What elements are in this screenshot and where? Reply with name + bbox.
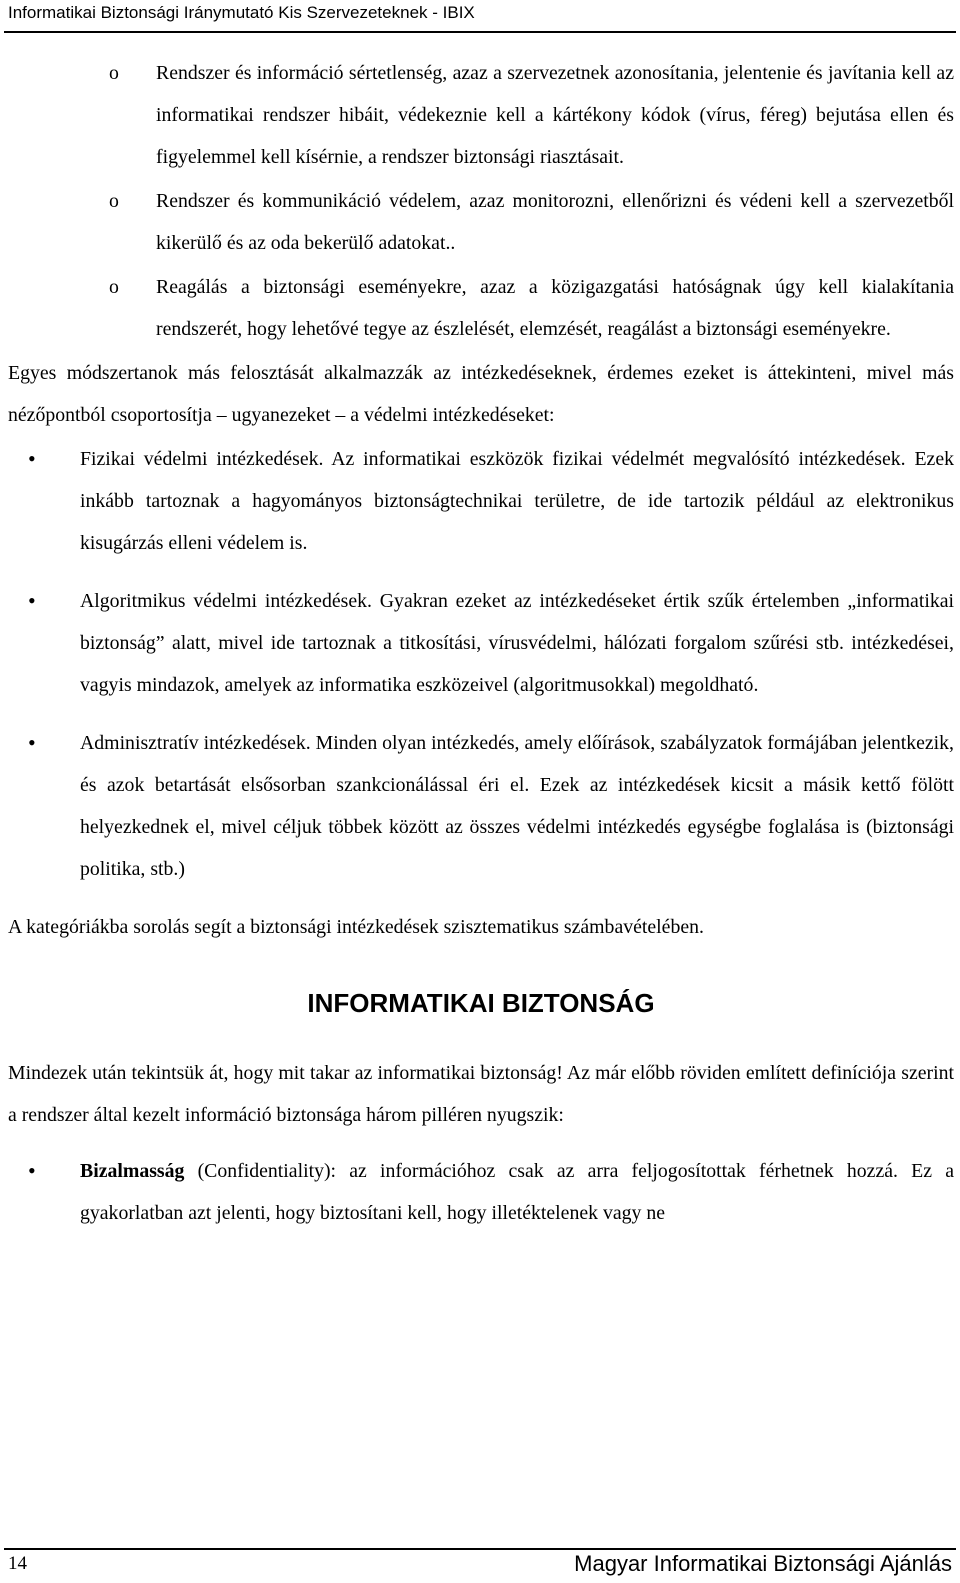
list-item xyxy=(8,580,954,706)
running-footer xyxy=(8,1551,952,1581)
list-item-text: Reagálás a biztonsági eseményekre, azaz a közigazgatási hatóságnak úgy kell kialakítania rendszerét, hogy lehetővé tegye az észlelését, elemzését, reagálást a biztonsági eseményekre. xyxy=(156,276,954,340)
list-item-text: Rendszer és kommunikáció védelem, azaz monitorozni, ellenőrizni és védeni kell a szervezetből kikerülő és az oda bekerülő adatokat.. xyxy=(156,190,954,254)
section-heading: INFORMATIKAI BIZTONSÁG xyxy=(307,988,655,1018)
list-item xyxy=(8,438,954,564)
bullet-icon: • xyxy=(28,730,36,755)
measures-list xyxy=(8,438,954,890)
list-item xyxy=(8,52,954,178)
bullet-icon: • xyxy=(28,588,36,613)
list-item xyxy=(8,1150,954,1234)
footer-divider xyxy=(4,1548,956,1550)
header-divider xyxy=(4,31,956,33)
list-item-text: Rendszer és információ sértetlenség, azaz a szervezetnek azonosítania, jelentenie és javítania kell az informatikai rendszer hibáit, védekeznie kell a kártékony kódok (vírus, féreg) bejutása ellen és figyelemmel kell kísérnie, a rendszer biztonsági riasztásait. xyxy=(156,62,954,168)
list-marker: o xyxy=(109,190,119,212)
bullet-icon: • xyxy=(28,1158,36,1183)
bullet-icon: • xyxy=(28,446,36,471)
running-header: Informatikai Biztonsági Iránymutató Kis Szervezeteknek - IBIX xyxy=(8,3,475,22)
sub-item-list xyxy=(8,52,954,350)
pillar-term: Bizalmasság xyxy=(80,1160,185,1182)
list-marker: o xyxy=(109,276,119,298)
list-item xyxy=(8,266,954,350)
list-item xyxy=(8,722,954,890)
summary-paragraph: A kategóriákba sorolás segít a biztonsági intézkedések szisztematikus számbavételében. xyxy=(8,916,704,938)
list-item-text: Adminisztratív intézkedések. Minden olyan intézkedés, amely előírások, szabályzatok formájában jelentkezik, és azok betartását elsősorban szankcionálással éri el. Ezek az intézkedések kicsit a másik kettő fölött helyezkednek el, mivel céljuk többek között az összes védelmi intézkedés egységbe foglalása is (biztonsági politika, stb.) xyxy=(80,732,954,880)
intro-paragraph: Egyes módszertanok más felosztását alkalmazzák az intézkedéseknek, érdemes ezeket is áttekinteni, mivel más nézőpontból csoportosítja – ugyanezeket – a védelmi intézkedéseket: xyxy=(8,362,954,426)
page-number: 14 xyxy=(8,1553,27,1574)
list-marker: o xyxy=(109,62,119,84)
page-body xyxy=(8,52,954,1250)
pillars-list xyxy=(8,1150,954,1234)
list-item-text: Fizikai védelmi intézkedések. Az informatikai eszközök fizikai védelmét megvalósító intézkedések. Ezek inkább tartoznak a hagyományos biztonságtechnikai területre, de ide tartozik például az elektronikus kisugárzás elleni védelem is. xyxy=(80,448,954,554)
section-paragraph: Mindezek után tekintsük át, hogy mit takar az informatikai biztonság! Az már előbb röviden említett definíciója szerint a rendszer által kezelt információ biztonsága három pilléren nyugszik: xyxy=(8,1062,954,1126)
footer-title: Magyar Informatikai Biztonsági Ajánlás xyxy=(574,1551,952,1576)
pillar-description: (Confidentiality): az információhoz csak az arra feljogosítottak férhetnek hozzá. Ez a gyakorlatban azt jelenti, hogy biztosítani kell, hogy illetéktelenek vagy ne xyxy=(80,1160,954,1224)
list-item-text: Algoritmikus védelmi intézkedések. Gyakran ezeket az intézkedéseket értik szűk értelemben „informatikai biztonság” alatt, mivel ide tartoznak a titkosítási, vírusvédelmi, hálózati forgalom szűrési stb. intézkedései, vagyis mindazok, amelyek az informatika eszközeivel (algoritmusokkal) megoldható. xyxy=(80,590,954,696)
list-item xyxy=(8,180,954,264)
